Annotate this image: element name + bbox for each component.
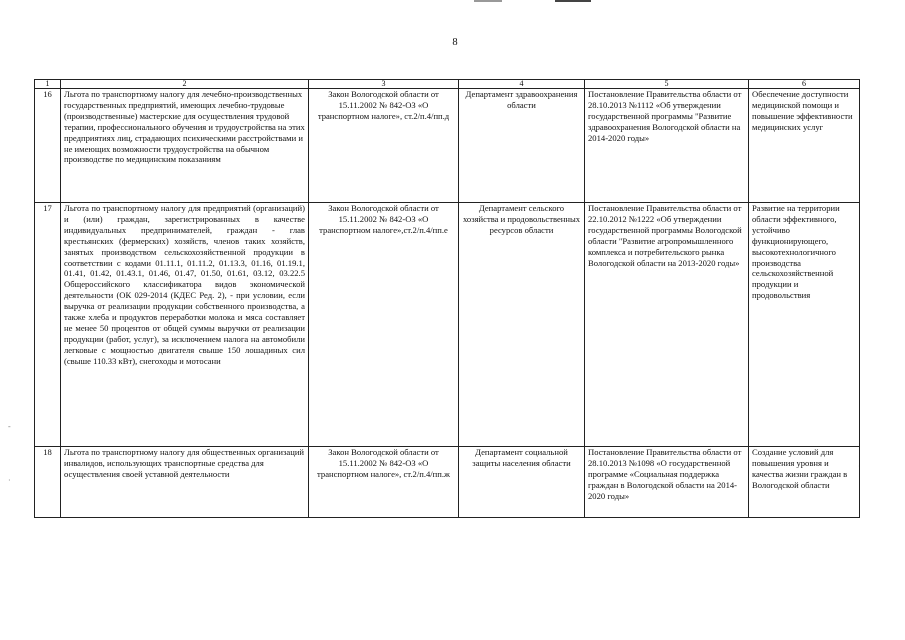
margin-mark: · (858, 462, 861, 471)
column-header: 1 (35, 80, 61, 89)
table-row (35, 447, 860, 518)
column-header: 5 (585, 80, 749, 89)
benefit-description: Льгота по транспортному налогу для лечебно-производственных государственных предприятий, имеющих лечебно-трудовые (производственные) мастерские для осуществления трудовой терапии, профессионального обучения и трудоустройства на этих предприятиях лиц, страдающих психическими расстройствами и не имеющих возможности трудоустройства на обычном производстве по медицинским показаниям (61, 89, 309, 203)
table-row (35, 203, 860, 447)
scan-mark (474, 0, 502, 2)
benefit-description: Льгота по транспортному налогу для общественных организаций инвалидов, использующих транспортные средства для осуществления своей уставной деятельности (61, 447, 309, 518)
curator-department: Департамент сельского хозяйства и продовольственных ресурсов области (459, 203, 585, 447)
curator-department: Департамент социальной защиты населения области (459, 447, 585, 518)
row-number: 16 (35, 89, 61, 203)
program-goal: Обеспечение доступности медицинской помощи и повышение эффективности медицинских услуг (749, 89, 860, 203)
legal-basis: Закон Вологодской области от 15.11.2002 № 842-ОЗ «О транспортном налоге», ст.2/п.4/пп.ж (309, 447, 459, 518)
column-header: 6 (749, 80, 860, 89)
state-program: Постановление Правительства области от 28.10.2013 №1112 «Об утверждении государственной программы "Развитие здравоохранения Вологодской области на 2014-2020 годы» (585, 89, 749, 203)
curator-department: Департамент здравоохранения области (459, 89, 585, 203)
legal-basis: Закон Вологодской области от 15.11.2002 № 842-ОЗ «О транспортном налоге»,ст.2/п.4/пп.е (309, 203, 459, 447)
scan-mark (555, 0, 591, 2)
column-header: 2 (61, 80, 309, 89)
page-number: 8 (452, 37, 458, 48)
scan-marks (0, 0, 905, 10)
column-header: 3 (309, 80, 459, 89)
row-number: 18 (35, 447, 61, 518)
state-program: Постановление Правительства области от 22.10.2012 №1222 «Об утверждении государственной программы Вологодской области "Развитие агропромышленного комплекса и потребительского рынка Вологодской области на 2013-2020 годы» (585, 203, 749, 447)
margin-mark: - (8, 422, 11, 431)
table-header-row (35, 80, 860, 89)
benefits-table (34, 79, 860, 518)
margin-mark: · (8, 476, 11, 485)
legal-basis: Закон Вологодской области от 15.11.2002 № 842-ОЗ «О транспортном налоге», ст.2/п.4/пп.д (309, 89, 459, 203)
table-row (35, 89, 860, 203)
column-header: 4 (459, 80, 585, 89)
state-program: Постановление Правительства области от 28.10.2013 №1098 «О государственной программе «Социальная поддержка граждан в Вологодской области на 2014-2020 годы» (585, 447, 749, 518)
row-number: 17 (35, 203, 61, 447)
program-goal: Развитие на территории области эффективного, устойчиво функционирующего, высокотехнологичного производства сельскохозяйственной продукции и продовольствия (749, 203, 860, 447)
program-goal: Создание условий для повышения уровня и качества жизни граждан в Вологодской области (749, 447, 860, 518)
benefit-description: Льгота по транспортному налогу для предприятий (организаций) и (или) граждан, зарегистрированных в качестве индивидуальных предпринимателей, граждан - глав крестьянских (фермерских) хозяйств, членов таких хозяйств, занятых производством сельскохозяйственной продукции в соответствии с кодами 01.11.1, 01.11.2, 01.13.3, 01.16, 01.19.1, 01.41, 01.42, 01.43.1, 01.46, 01.47, 01.50, 01.61, 03.12, 03.22.5 Общероссийского классификатора видов экономической деятельности (ОК 029-2014 (КДЕС Ред. 2), - при условии, если выручка от реализации продукции собственного производства, а также хлеба и продуктов переработки молока и мяса составляет не менее 50 процентов от общей суммы выручки от реализации продукции (работ, услуг), за исключением налога на автомобили легковые с мощностью двигателя свыше 150 лошадиных сил (свыше 110.33 кВт), снегоходы и мотосани (61, 203, 309, 447)
